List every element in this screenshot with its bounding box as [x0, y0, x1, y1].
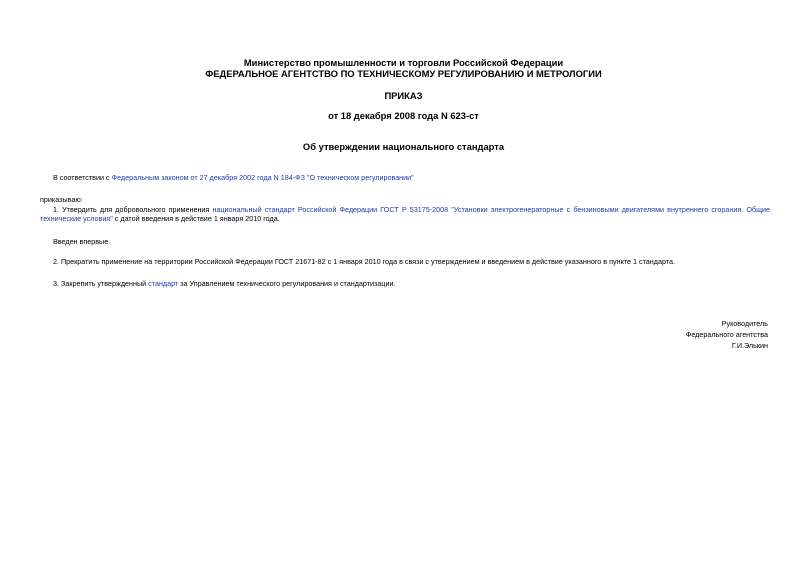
item3-paragraph — [53, 279, 773, 288]
signature-org: Федерального агентства — [685, 330, 768, 339]
item2-paragraph: 2. Прекратить применение на территории Российской Федерации ГОСТ 21671-82 с 1 января 2010 года в связи с утверждением и введением в действие указанного в пункте 1 стандарта. — [53, 257, 676, 266]
federal-law-link[interactable]: Федеральным законом от 27 декабря 2002 года N 184-ФЗ "О техническом регулировании" — [111, 173, 414, 182]
item3-prefix: 3. Закрепить утвержденный — [53, 279, 149, 288]
intro-paragraph — [53, 173, 773, 182]
intro-prefix: В соответствии с — [53, 173, 112, 182]
date-number-heading: от 18 декабря 2008 года N 623-ст — [328, 110, 479, 121]
item3-suffix: за Управлением технического регулирования и стандартизации. — [178, 279, 396, 288]
national-standard-link[interactable]: национальный стандарт Российской Федерации ГОСТ Р 53175-2008 "Установки электрогенераторные с бензиновыми двигателями внутреннего сгорания. Общие технические условия" — [40, 205, 770, 223]
item1-suffix: с датой введения в действие 1 января 2010 года. — [112, 214, 280, 223]
ministry-heading: Министерство промышленности и торговли Российской Федерации — [243, 57, 564, 68]
standard-link[interactable]: стандарт — [148, 279, 179, 288]
item1-paragraph — [40, 205, 770, 223]
introduced-note: Введен впервые. — [53, 237, 111, 246]
signature-title: Руководитель — [721, 319, 768, 328]
agency-heading: ФЕДЕРАЛЬНОЕ АГЕНТСТВО ПО ТЕХНИЧЕСКОМУ РЕГУЛИРОВАНИЮ И МЕТРОЛОГИИ — [205, 68, 602, 79]
signature-name: Г.И.Элькин — [731, 341, 768, 350]
item1-prefix: 1. Утвердить для добровольного применения — [53, 205, 213, 214]
order-word: приказываю: — [40, 195, 83, 204]
subject-heading: Об утверждении национального стандарта — [302, 141, 505, 152]
doc-type-heading: ПРИКАЗ — [384, 90, 423, 101]
